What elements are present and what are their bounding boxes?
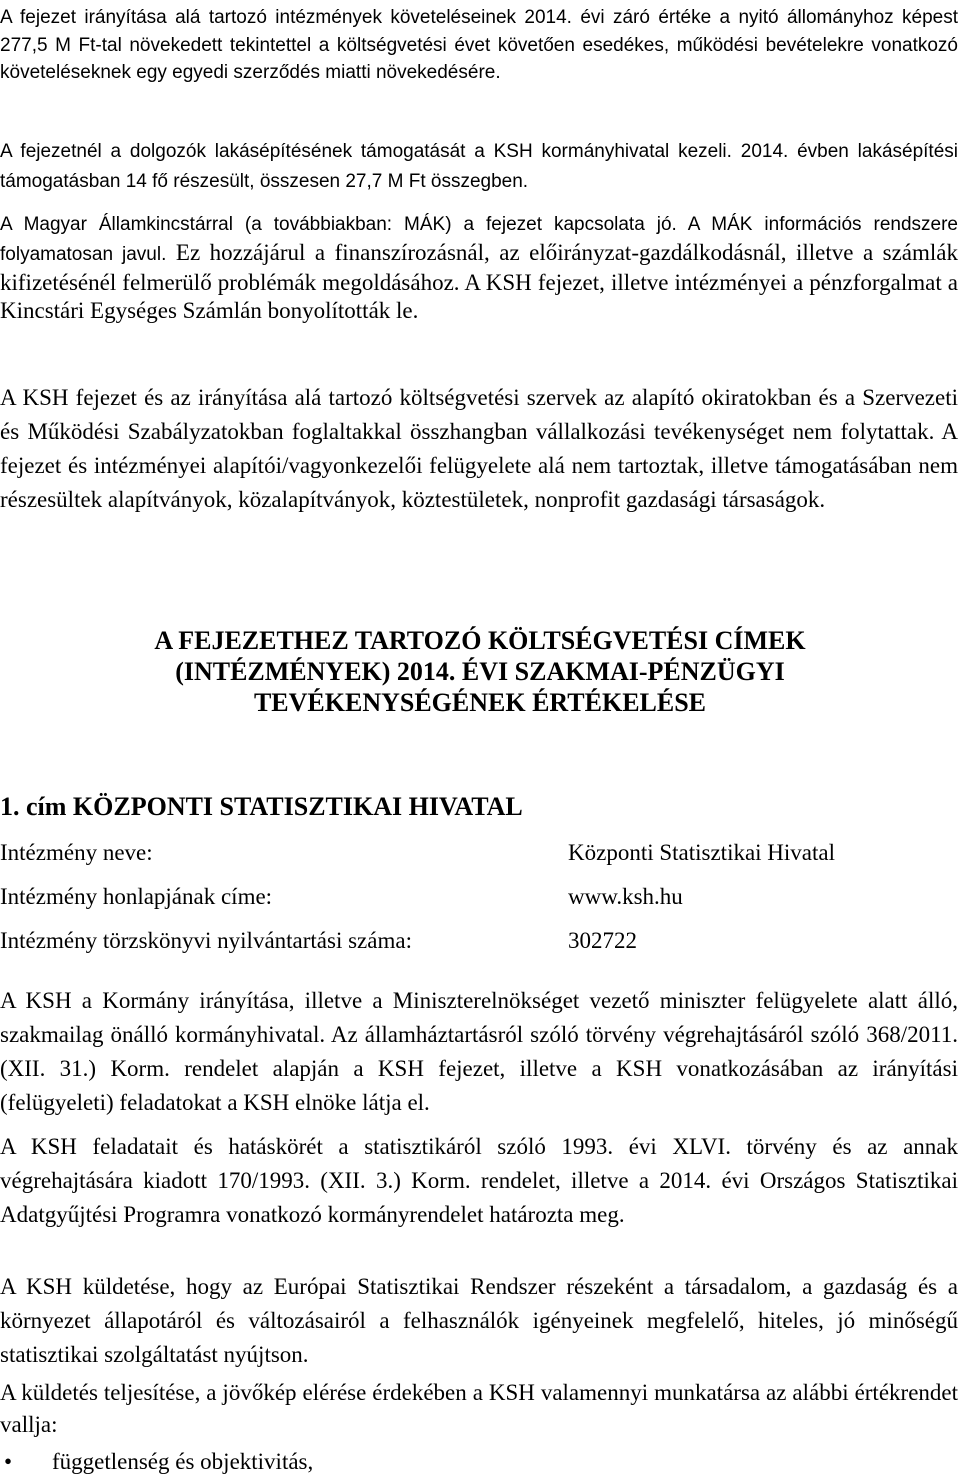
paragraph-housing-support-b: 2014. évben lakásépítési támogatásban 14 fő részesült, összesen 27,7 M Ft összegben. xyxy=(0,141,958,192)
institution-name-label: Intézmény neve: xyxy=(0,840,153,865)
institution-website-value: www.ksh.hu xyxy=(568,884,683,909)
chapter-title: 1. cím KÖZPONTI STATISZTIKAI HIVATAL xyxy=(0,792,523,821)
institution-registry-row xyxy=(0,926,958,956)
institution-website-row xyxy=(0,882,958,912)
list-item-text: függetlenség és objektivitás, xyxy=(52,1449,314,1474)
paragraph-legal-basis: A KSH feladatait és hatáskörét a statisztikáról szóló 1993. évi XLVI. törvény és az annak végrehajtására kiadott 170/1993. (XII. 3.) Korm. rendelet, illetve a 2014. évi Országos Statisztikai Adatgyűjtési Programra vonatkozó kormányrendelet határozta meg. xyxy=(0,1134,958,1227)
institution-name-row xyxy=(0,838,958,868)
section-heading-line-3: TEVÉKENYSÉGÉNEK ÉRTÉKELÉSE xyxy=(253,688,707,717)
institution-name-value: Központi Statisztikai Hivatal xyxy=(568,840,836,865)
institution-registry-value: 302722 xyxy=(568,928,637,953)
paragraph-treasury-a: A Magyar Államkincstárral (a továbbiakban: MÁK) a fejezet kapcsolata jó. A MÁK információs rendszere folyamatosan javul. xyxy=(0,214,958,265)
section-heading xyxy=(0,625,960,718)
paragraph-housing-support-a: A fejezetnél a dolgozók lakásépítésének támogatását a KSH kormányhivatal kezeli. xyxy=(0,141,732,162)
paragraph-treasury-b: Ez hozzájárul a finanszírozásnál, az előirányzat-gazdálkodásnál, illetve a számlák kifizetésénél felmerülő problémák megoldásához. A KSH fejezet, illetve intézményei a pénzforgalmat a Kincstári Egységes Számlán bonyolították le. xyxy=(0,240,959,323)
paragraph-receivables: A fejezet irányítása alá tartozó intézmények követeléseinek 2014. évi záró értéke a nyitó állományhoz képest 277,5 M Ft-tal növekedett tekintettel a költségvetési évet követően esedékes, működési bevételekre vonatkozó követeléseknek egy egyedi szerződés miatti növekedésére. xyxy=(0,7,958,83)
institution-website-label: Intézmény honlapjának címe: xyxy=(0,884,273,909)
paragraph-governance: A KSH a Kormány irányítása, illetve a Miniszterelnökséget vezető miniszter felügyelete alatt álló, szakmailag önálló kormányhivatal. Az államháztartásról szóló törvény végrehajtásáról szóló 368/2011. (XII. 31.) Korm. rendelet alapján a KSH fejezet, illetve a KSH vonatkozásában az irányítási (felügyeleti) feladatokat a KSH elnöke látja el. xyxy=(0,988,958,1115)
institution-registry-label: Intézmény törzskönyvi nyilvántartási száma: xyxy=(0,928,412,953)
section-heading-line-1: A FEJEZETHEZ TARTOZÓ KÖLTSÉGVETÉSI CÍMEK xyxy=(154,626,806,655)
bullet-icon: • xyxy=(4,1449,13,1474)
paragraph-housing-support xyxy=(0,137,958,197)
paragraph-treasury xyxy=(0,209,958,325)
paragraph-values-intro: A küldetés teljesítése, a jövőkép elérése érdekében a KSH valamennyi munkatársa az alábbi értékrendet vallja: xyxy=(0,1380,958,1437)
section-heading-line-2: (INTÉZMÉNYEK) 2014. ÉVI SZAKMAI-PÉNZÜGYI xyxy=(175,657,785,686)
paragraph-mission: A KSH küldetése, hogy az Európai Statisztikai Rendszer részeként a társadalom, a gazdaság és a környezet állapotáról és változásairól a felhasználók igényeinek megfelelő, hiteles, jó minőségű statisztikai szolgáltatást nyújtson. xyxy=(0,1274,958,1367)
paragraph-business-activity: A KSH fejezet és az irányítása alá tartozó költségvetési szervek az alapító okiratokban és a Szervezeti és Működési Szabályzatokban foglaltakkal összhangban vállalkozási tevékenységet nem folytattak. A fejezet és intézményei alapítói/vagyonkezelői felügyelete alá nem tartoztak, illetve támogatásában nem részesültek alapítványok, közalapítványok, köztestületek, nonprofit gazdasági társaságok. xyxy=(0,385,958,512)
